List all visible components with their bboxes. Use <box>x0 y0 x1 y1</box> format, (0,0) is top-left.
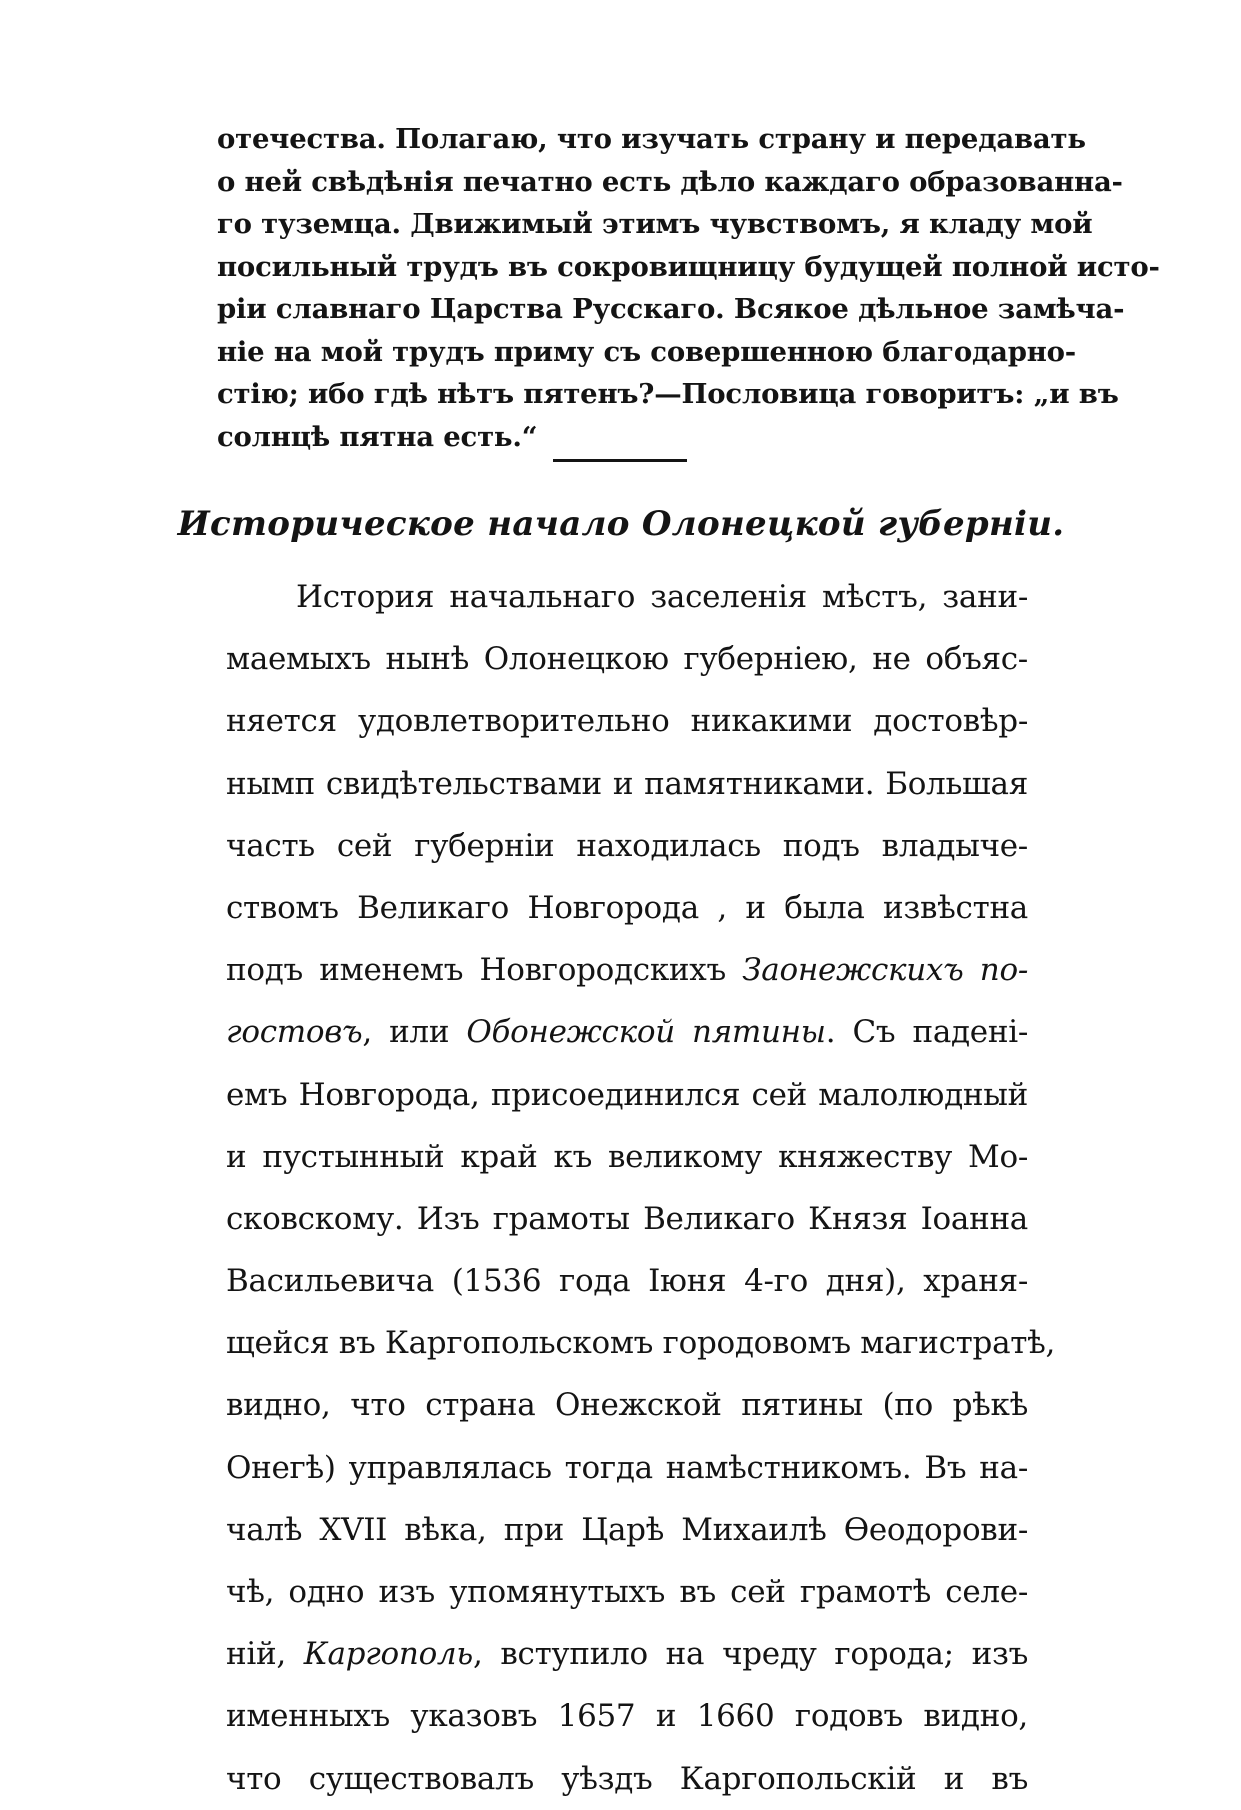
intro-line: ніе на мой трудъ приму съ совершенною благодарно- <box>217 335 1077 368</box>
body-line: емъ Новгорода, присоединился сей малолюдный <box>226 1076 1028 1113</box>
intro-line: о ней свѣдѣнія печатно есть дѣло каждаго образованна- <box>217 165 1123 198</box>
body-line: щейся въ Каргопольскомъ городовомъ магистратѣ, <box>226 1325 1056 1362</box>
body-line: чѣ, одно изъ упомянутыхъ въ сей грамотѣ селе- <box>226 1574 1028 1610</box>
body-line: История начальнаго заселенія мѣстъ, зани- <box>296 579 1028 615</box>
section-divider <box>553 459 687 462</box>
intro-line: отечества. Полагаю, что изучать страну и передавать <box>217 123 1086 155</box>
body-line: видно, что страна Онежской пятины (по рѣкѣ <box>226 1387 1028 1424</box>
body-line: Васильевича (1536 года Іюня 4-го дня), храня- <box>226 1263 1028 1300</box>
body-line: сковскому. Изъ грамоты Великаго Князя Іоанна <box>226 1200 1028 1237</box>
intro-line: го туземца. Движимый этимъ чувствомъ, я кладу мой <box>217 208 1093 240</box>
body-line: маемыхъ нынѣ Олонецкою губерніею, не объяс- <box>226 641 1028 678</box>
body-line: чалѣ XVII вѣка, при Царѣ Михаилѣ Ѳеодорови- <box>226 1511 1028 1548</box>
italic-term: Заонежскихъ по- <box>742 952 1029 989</box>
italic-term: Обонежской пятины <box>466 1014 826 1051</box>
body-line: Онегѣ) управлялась тогда намѣстникомъ. Въ на- <box>226 1449 1028 1486</box>
body-line: ствомъ Великаго Новгорода , и была извѣстна <box>226 889 1028 926</box>
body-line: ній, Каргополь, вступило на чреду города; изъ <box>226 1636 1028 1673</box>
section-heading: Историческое начало Олонецкой губерніи. <box>177 504 1065 544</box>
intro-paragraph <box>217 118 1160 458</box>
body-line: именныхъ указовъ 1657 и 1660 годовъ видно, <box>226 1698 1028 1735</box>
body-line: подъ именемъ Новгородскихъ Заонежскихъ по- <box>226 952 1029 989</box>
intro-line: ріи славнаго Царства Русскаго. Всякое дѣльное замѣча- <box>217 293 1125 325</box>
italic-term: Каргополь <box>303 1636 473 1673</box>
body-line: часть сей губерніи находилась подъ владыче- <box>226 827 1028 864</box>
italic-term: гостовъ <box>226 1014 363 1051</box>
intro-line: посильный трудъ въ сокровищницу будущей полной исто- <box>217 250 1160 283</box>
body-line: и пустынный край къ великому княжеству Мо- <box>226 1138 1028 1175</box>
body-line: нымп свидѣтельствами и памятниками. Большая <box>226 765 1028 802</box>
intro-line: солнцѣ пятна есть.“ <box>217 420 538 453</box>
body-line: что существовалъ уѣздъ Каргопольскій и въ <box>226 1760 1028 1797</box>
body-line: гостовъ, или Обонежской пятины. Съ падені- <box>226 1014 1028 1051</box>
body-line: няется удовлетворительно никакими достовѣр- <box>226 703 1028 740</box>
section-body <box>226 566 1056 1810</box>
intro-line: стію; ибо гдѣ нѣтъ пятенъ?—Пословица говоритъ: „и въ <box>217 378 1119 410</box>
